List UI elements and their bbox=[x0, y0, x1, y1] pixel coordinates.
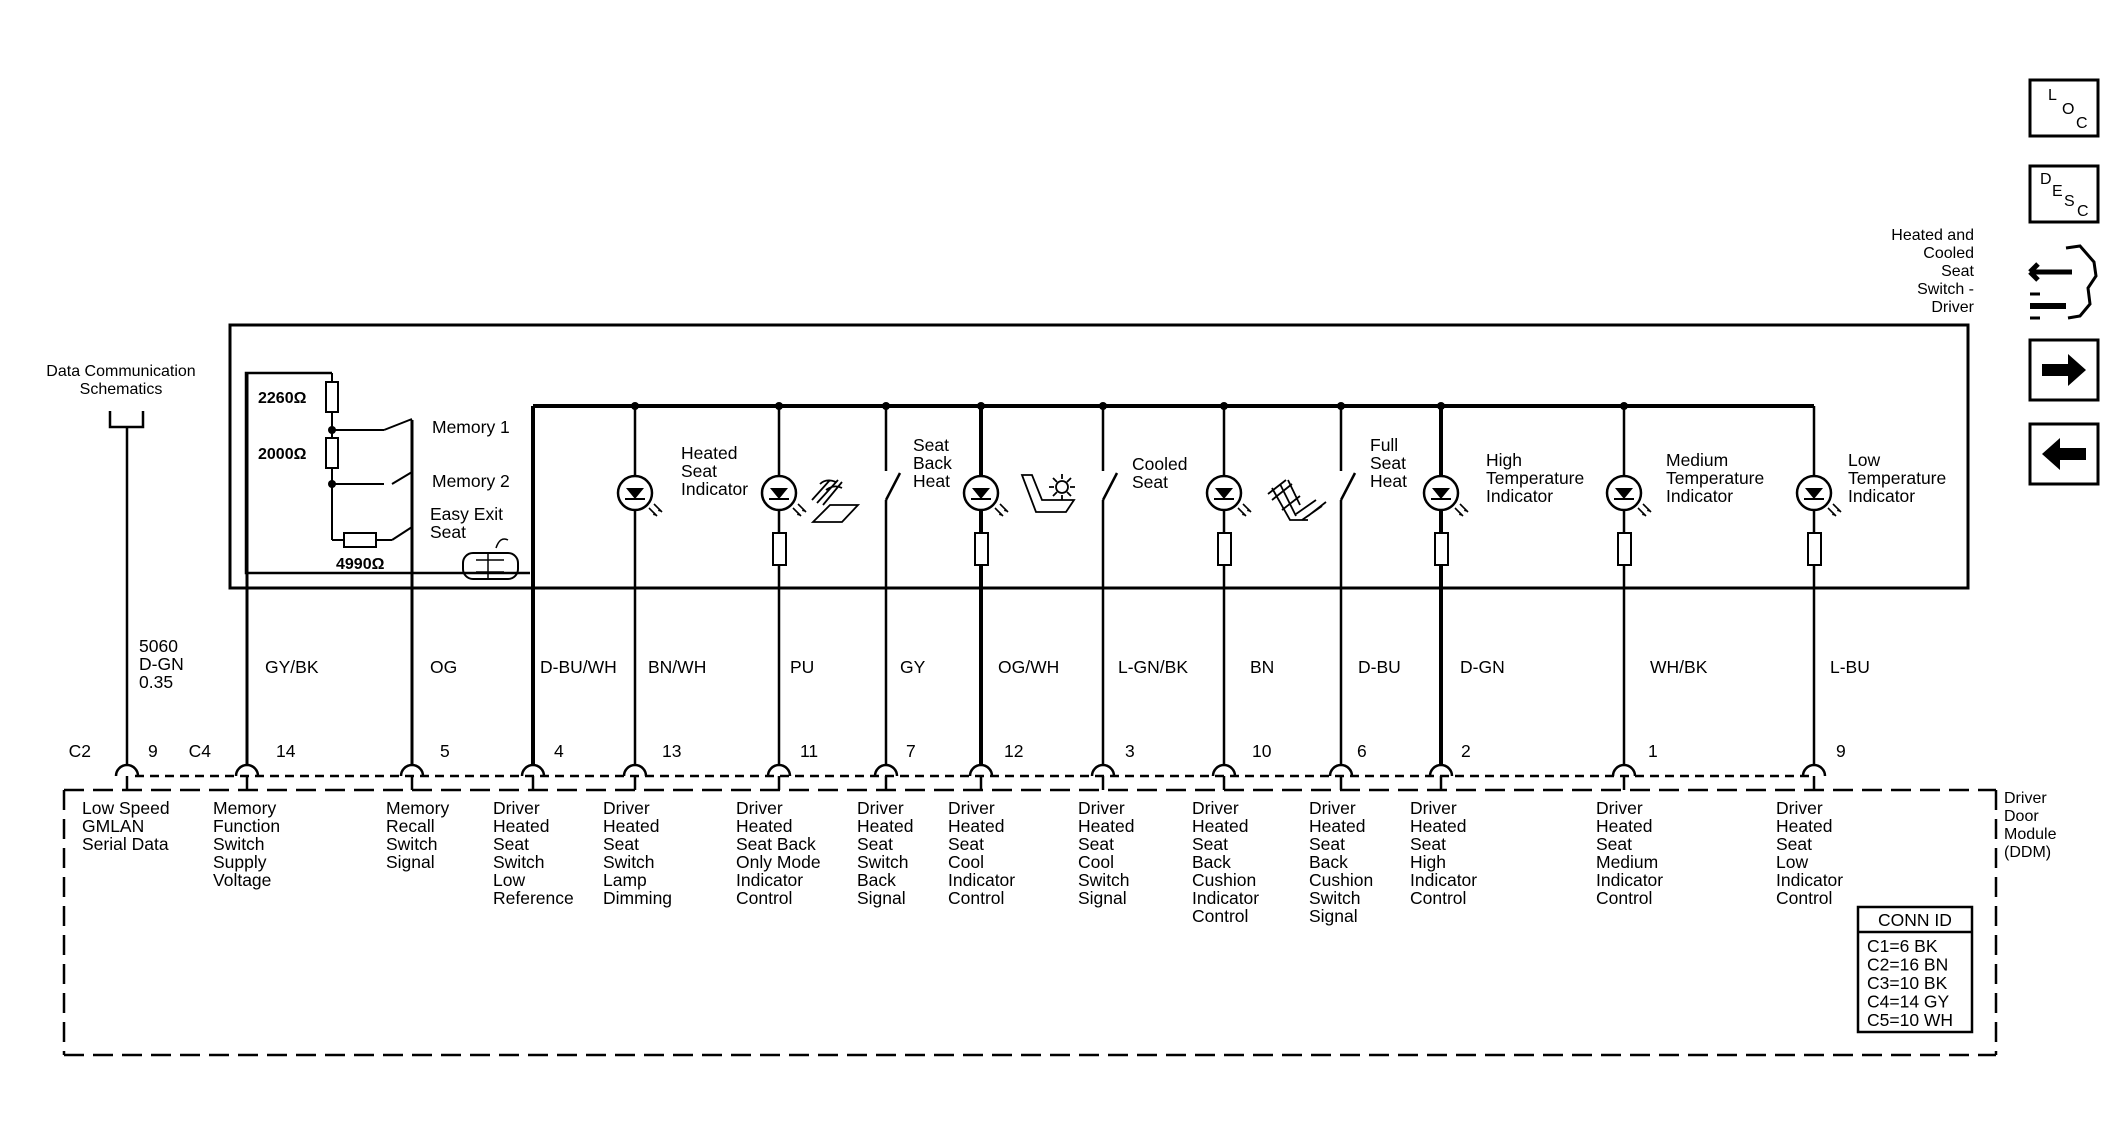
pin-function-label: Driver bbox=[1192, 798, 1239, 818]
data-comm-title-1: Data Communication bbox=[46, 363, 196, 380]
conn-id-row: C4=14 GY bbox=[1867, 991, 1950, 1012]
connector-cavity bbox=[1613, 765, 1635, 790]
component-label: Indicator bbox=[1486, 486, 1554, 506]
pin-function-label: Voltage bbox=[213, 870, 272, 890]
component-label: Seat bbox=[1370, 453, 1406, 473]
pin-function-label: Seat bbox=[1309, 834, 1345, 854]
connector-cavity bbox=[768, 765, 790, 790]
pin-function-label: Control bbox=[1410, 888, 1467, 908]
pin-number-label: 7 bbox=[906, 741, 916, 761]
component-label: Heated bbox=[681, 443, 738, 463]
seat-back-heat-icon bbox=[812, 480, 858, 522]
pin-number-label: 11 bbox=[800, 741, 819, 761]
memory-2-label: Memory 2 bbox=[432, 471, 510, 491]
pin-function-label: Seat bbox=[1776, 834, 1812, 854]
component-label: Temperature bbox=[1666, 468, 1765, 488]
pin-function-label: Driver bbox=[1078, 798, 1125, 818]
resistor-4990-label: 4990Ω bbox=[336, 556, 385, 573]
wire-color-label: D-BU/WH bbox=[540, 657, 617, 677]
connector-cavity bbox=[1803, 765, 1825, 790]
pin-function-label: Switch bbox=[386, 834, 438, 854]
module-title-line: (DDM) bbox=[2004, 844, 2052, 861]
pin-function-label: Heated bbox=[1309, 816, 1366, 836]
component-label: Full bbox=[1370, 435, 1399, 455]
pin-function-label: Heated bbox=[493, 816, 550, 836]
pin-function-label: Driver bbox=[493, 798, 540, 818]
pin-function-label: Control bbox=[1192, 906, 1249, 926]
seat-back-heat-switch bbox=[886, 473, 900, 500]
data-comm-title-2: Schematics bbox=[79, 381, 163, 398]
gmlan-circuit-number: 5060 bbox=[139, 636, 178, 656]
pin-function-label: Back bbox=[857, 870, 896, 890]
wire-color-label: L-BU bbox=[1830, 657, 1870, 677]
ddm-module-box bbox=[64, 790, 1996, 1055]
nav-loc-button[interactable] bbox=[2030, 80, 2098, 136]
pin-function-label: Control bbox=[1596, 888, 1653, 908]
pin-function-label: GMLAN bbox=[82, 816, 145, 836]
pin-function-label: Driver bbox=[1309, 798, 1356, 818]
pin-function-label: Low bbox=[1776, 852, 1809, 872]
nav-prev-button[interactable] bbox=[2030, 424, 2098, 484]
desc-icon-letter-1: D bbox=[2040, 171, 2052, 188]
led-indicator-icon bbox=[1424, 476, 1468, 516]
component-label: Cooled bbox=[1132, 454, 1188, 474]
component-label: Temperature bbox=[1486, 468, 1585, 488]
wire-color-label: GY bbox=[900, 657, 926, 677]
desc-icon-letter-3: S bbox=[2064, 193, 2075, 210]
pin-function-label: Seat bbox=[1192, 834, 1228, 854]
component-label: Seat bbox=[681, 461, 717, 481]
pin-function-label: Control bbox=[736, 888, 793, 908]
wire-color-label: D-GN bbox=[1460, 657, 1505, 677]
connector-id-label: C2 bbox=[68, 741, 91, 761]
component-label: Indicator bbox=[681, 479, 749, 499]
component-label: Medium bbox=[1666, 450, 1729, 470]
pin-function-label: Cushion bbox=[1309, 870, 1374, 890]
pin-function-label: Seat bbox=[1410, 834, 1446, 854]
full-seat-heat-switch bbox=[1341, 473, 1355, 500]
loc-icon-letter-2: O bbox=[2062, 101, 2075, 118]
pin-number-label: 14 bbox=[276, 741, 296, 761]
component-title-line: Driver bbox=[1931, 299, 1974, 316]
component-label: Seat bbox=[1132, 472, 1168, 492]
wire-color-label: PU bbox=[790, 657, 815, 677]
indicator-resistors bbox=[773, 533, 1821, 565]
wire-color-label: WH/BK bbox=[1650, 657, 1708, 677]
component-title-line: Switch - bbox=[1917, 281, 1974, 298]
component-label: Low bbox=[1848, 450, 1881, 470]
pin-function-label: Signal bbox=[857, 888, 906, 908]
connector-cavity bbox=[1213, 765, 1235, 790]
cooled-seat-icon bbox=[1022, 474, 1075, 512]
pin-function-label: Control bbox=[1776, 888, 1833, 908]
pin-function-label: Driver bbox=[948, 798, 995, 818]
junction-dot bbox=[328, 480, 336, 488]
desc-icon-letter-4: C bbox=[2077, 203, 2089, 220]
resistor-2260 bbox=[326, 382, 338, 412]
component-label: Back bbox=[913, 453, 952, 473]
led-indicator-icon bbox=[1797, 476, 1841, 516]
pin-function-label: Heated bbox=[1596, 816, 1653, 836]
pin-function-label: Low bbox=[493, 870, 526, 890]
led-indicator-icon bbox=[1207, 476, 1251, 516]
cooled-seat-switch bbox=[1103, 473, 1117, 500]
connector-end-view-icon bbox=[2030, 246, 2096, 318]
pin-function-label: Indicator bbox=[1192, 888, 1260, 908]
resistor-2260-label: 2260Ω bbox=[258, 390, 307, 407]
conn-id-row: C5=10 WH bbox=[1867, 1010, 1954, 1030]
loc-icon-letter-1: L bbox=[2048, 87, 2057, 104]
component-title-line: Seat bbox=[1941, 263, 1974, 280]
module-title-line: Driver bbox=[2004, 790, 2047, 807]
resistor-4990 bbox=[344, 533, 376, 547]
car-icon bbox=[463, 553, 518, 579]
pin-function-label: Switch bbox=[857, 852, 909, 872]
connector-cavity bbox=[401, 765, 423, 790]
component-label: Indicator bbox=[1666, 486, 1734, 506]
connector-cavity bbox=[875, 765, 897, 790]
pin-number-label: 3 bbox=[1125, 741, 1135, 761]
pin-number-label: 12 bbox=[1004, 741, 1024, 761]
component-label: Heat bbox=[1370, 471, 1407, 491]
pin-function-label: Dimming bbox=[603, 888, 673, 908]
led-indicator-icon bbox=[964, 476, 1008, 516]
connector-cavity bbox=[624, 765, 646, 790]
pin-number-label: 5 bbox=[440, 741, 450, 761]
pin-function-label: Cushion bbox=[1192, 870, 1257, 890]
pin-function-label: Driver bbox=[603, 798, 650, 818]
pin-number-label: 2 bbox=[1461, 741, 1471, 761]
easy-exit-label: Easy Exit bbox=[430, 504, 503, 524]
pin-number-label: 4 bbox=[554, 741, 564, 761]
component-label: Seat bbox=[913, 435, 949, 455]
pin-function-label: Heated bbox=[948, 816, 1005, 836]
pin-function-label: Back bbox=[1192, 852, 1231, 872]
pin-function-label: Indicator bbox=[736, 870, 804, 890]
pin-number-label: 13 bbox=[662, 741, 682, 761]
pin-function-label: Serial Data bbox=[82, 834, 169, 854]
connector-cavity bbox=[1330, 765, 1352, 790]
wire-color-label: D-BU bbox=[1358, 657, 1401, 677]
pin-number-label: 9 bbox=[1836, 741, 1846, 761]
pin-function-label: Seat bbox=[603, 834, 639, 854]
module-title-line: Door bbox=[2004, 808, 2039, 825]
pin-function-label: Cool bbox=[948, 852, 984, 872]
component-label: Indicator bbox=[1848, 486, 1916, 506]
pin-function-label: High bbox=[1410, 852, 1446, 872]
nav-next-button[interactable] bbox=[2030, 340, 2098, 400]
pin-number-label: 1 bbox=[1648, 741, 1658, 761]
wire-color-label: OG bbox=[430, 657, 458, 677]
wire-color-label: OG/WH bbox=[998, 657, 1060, 677]
nav-desc-button[interactable] bbox=[2030, 166, 2098, 222]
component-label: High bbox=[1486, 450, 1522, 470]
pin-function-label: Reference bbox=[493, 888, 574, 908]
gmlan-wire-color: D-GN bbox=[139, 654, 184, 674]
pin-function-label: Signal bbox=[1078, 888, 1127, 908]
pin-function-label: Indicator bbox=[948, 870, 1016, 890]
conn-id-row: C3=10 BK bbox=[1867, 973, 1948, 993]
pin-function-label: Back bbox=[1309, 852, 1348, 872]
conn-id-title: CONN ID bbox=[1878, 910, 1952, 930]
pin-function-label: Seat bbox=[493, 834, 529, 854]
pin-number-label: 6 bbox=[1357, 741, 1367, 761]
resistor-2000 bbox=[326, 438, 338, 468]
pin-function-label: Heated bbox=[1078, 816, 1135, 836]
led-indicator-icon bbox=[1607, 476, 1651, 516]
pin-function-label: Driver bbox=[1410, 798, 1457, 818]
pin-function-label: Signal bbox=[1309, 906, 1358, 926]
wire-color-label: BN bbox=[1250, 657, 1275, 677]
pin-function-label: Driver bbox=[736, 798, 783, 818]
loc-icon-letter-3: C bbox=[2076, 115, 2088, 132]
connector-cavity bbox=[522, 765, 544, 790]
connector-cavity bbox=[1430, 765, 1452, 790]
wire-color-label: BN/WH bbox=[648, 657, 707, 677]
pin-function-label: Seat bbox=[948, 834, 984, 854]
connector-end-view-button[interactable] bbox=[2030, 246, 2096, 318]
pin-function-label: Low Speed bbox=[82, 798, 170, 818]
pin-function-label: Cool bbox=[1078, 852, 1114, 872]
component-label: Heat bbox=[913, 471, 950, 491]
pin-function-label: Indicator bbox=[1776, 870, 1844, 890]
pin-function-label: Heated bbox=[1776, 816, 1833, 836]
memory-1-label: Memory 1 bbox=[432, 417, 510, 437]
wire-color-label: GY/BK bbox=[265, 657, 319, 677]
pin-function-label: Seat bbox=[1078, 834, 1114, 854]
pin-function-label: Switch bbox=[213, 834, 265, 854]
connector-cavity bbox=[236, 765, 258, 790]
pin-function-label: Function bbox=[213, 816, 281, 836]
connector-cavity bbox=[116, 765, 138, 790]
easy-exit-seat-label: Seat bbox=[430, 522, 466, 542]
pin-function-label: Driver bbox=[857, 798, 904, 818]
pin-function-label: Control bbox=[948, 888, 1005, 908]
led-indicator-icon bbox=[762, 476, 806, 516]
data-comm-connector bbox=[110, 411, 143, 427]
junction-dot bbox=[328, 426, 336, 434]
pin-function-label: Indicator bbox=[1596, 870, 1664, 890]
component-title-line: Cooled bbox=[1923, 245, 1974, 262]
pin-function-label: Seat bbox=[857, 834, 893, 854]
resistor-2000-label: 2000Ω bbox=[258, 446, 307, 463]
wire-color-label: L-GN/BK bbox=[1118, 657, 1189, 677]
connector-cavity bbox=[970, 765, 992, 790]
pin-number-label: 9 bbox=[148, 741, 158, 761]
pin-function-label: Heated bbox=[736, 816, 793, 836]
module-title-line: Module bbox=[2004, 826, 2057, 843]
pin-number-label: 10 bbox=[1252, 741, 1272, 761]
connector-cavity bbox=[1092, 765, 1114, 790]
pin-function-label: Supply bbox=[213, 852, 267, 872]
conn-id-row: C1=6 BK bbox=[1867, 936, 1938, 956]
led-indicator-icon bbox=[618, 476, 662, 516]
pin-function-label: Heated bbox=[1192, 816, 1249, 836]
module-title bbox=[2004, 790, 2057, 861]
pin-function-label: Recall bbox=[386, 816, 435, 836]
pin-function-label: Indicator bbox=[1410, 870, 1478, 890]
conn-id-table bbox=[1858, 907, 1972, 1032]
pin-function-label: Memory bbox=[213, 798, 277, 818]
pin-function-label: Medium bbox=[1596, 852, 1659, 872]
pin-function-label: Heated bbox=[857, 816, 914, 836]
pin-function-label: Only Mode bbox=[736, 852, 821, 872]
pin-function-label: Driver bbox=[1776, 798, 1823, 818]
desc-icon-letter-2: E bbox=[2052, 183, 2063, 200]
wire-lines bbox=[127, 406, 1814, 776]
pin-function-label: Switch bbox=[1078, 870, 1130, 890]
pin-function-label: Seat Back bbox=[736, 834, 816, 854]
full-seat-heat-icon bbox=[1268, 480, 1326, 520]
pin-function-label: Switch bbox=[1309, 888, 1361, 908]
pin-function-label: Switch bbox=[493, 852, 545, 872]
pin-function-label: Heated bbox=[603, 816, 660, 836]
pin-function-label: Signal bbox=[386, 852, 435, 872]
component-title bbox=[1891, 227, 1974, 316]
pin-function-label: Heated bbox=[1410, 816, 1467, 836]
pin-function-label: Lamp bbox=[603, 870, 647, 890]
component-title-line: Heated and bbox=[1891, 227, 1974, 244]
conn-id-row: C2=16 BN bbox=[1867, 954, 1949, 975]
pin-function-label: Driver bbox=[1596, 798, 1643, 818]
component-label: Temperature bbox=[1848, 468, 1947, 488]
pin-function-label: Memory bbox=[386, 798, 450, 818]
pin-function-label: Switch bbox=[603, 852, 655, 872]
gmlan-wire-gauge: 0.35 bbox=[139, 672, 174, 692]
pin-function-label: Seat bbox=[1596, 834, 1632, 854]
connector-id-label: C4 bbox=[188, 741, 211, 761]
